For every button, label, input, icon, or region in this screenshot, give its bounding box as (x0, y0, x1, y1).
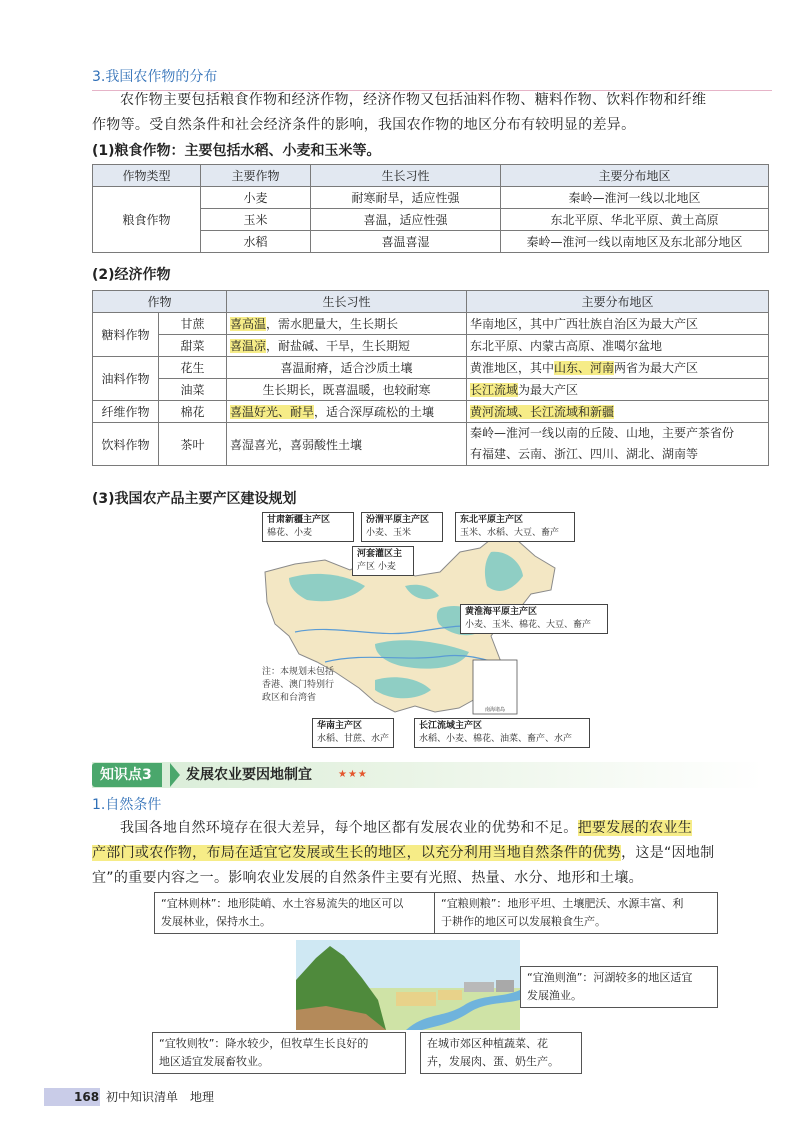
footer-title: 初中知识清单 地理 (106, 1090, 215, 1104)
page-number: 168 (74, 1090, 100, 1104)
intro-line-2: 作物等。受自然条件和社会经济条件的影响，我国农作物的地区分布有较明显的差异。 (92, 117, 636, 133)
header-cell: 作物类型 (93, 165, 201, 187)
note-line: 香港、澳门特别行 (262, 680, 335, 690)
text: 我国各地自然环境存在很大差异，每个地区都有发展农业的优势和不足。 (120, 820, 578, 836)
knowledge-point-badge: 知识点3 (92, 763, 162, 787)
callout-line: “宜林则林”：地形陡峭、水土容易流失的地区可以 (161, 897, 404, 910)
grain-crops-table (92, 164, 769, 253)
natural-line-3: 宜”的重要内容之一。影响农业发展的自然条件主要有光照、热量、水分、地形和土壤。 (92, 870, 643, 886)
table-cell: 耐寒耐旱，适应性强 (311, 187, 501, 209)
table-header-row (93, 291, 769, 313)
label-title: 华南主产区 (317, 721, 363, 731)
economic-crops-table (92, 290, 769, 466)
header-cell: 生长习性 (227, 291, 467, 313)
callout-line: 地区适宜发展畜牧业。 (159, 1055, 269, 1068)
text: 秦岭—淮河一线以南的丘陵、山地，主要产茶省份 (470, 426, 735, 440)
label-title: 黄淮海平原主产区 (465, 607, 538, 617)
note-line: 注：本规划未包括 (262, 667, 335, 677)
table-cell: 油菜 (159, 379, 227, 401)
callout-line: 在城市郊区种植蔬菜、花 (427, 1037, 548, 1050)
callout-pasture (152, 1032, 406, 1074)
label-title: 甘肃新疆主产区 (267, 515, 331, 525)
highlight: 喜温好光、耐旱 (230, 405, 315, 419)
map-label-gansu-xinjiang (262, 512, 354, 542)
label-title: 长江流域主产区 (419, 721, 483, 731)
table-cell: 喜温耐瘠，适合沙质土壤 (227, 357, 467, 379)
table-cell: 东北平原、华北平原、黄土高原 (501, 209, 769, 231)
highlight: 把要发展的农业生 (577, 820, 693, 836)
highlight: 长江流域 (470, 383, 519, 397)
callout-forestry (154, 892, 436, 934)
table-cell: 华南地区，其中广西壮族自治区为最大产区 (467, 313, 769, 335)
table-cell (227, 401, 467, 423)
table-cell (467, 379, 769, 401)
subsection-title: 1.自然条件 (92, 797, 162, 813)
label-items: 产区 小麦 (357, 562, 396, 572)
table-cell: 玉米 (201, 209, 311, 231)
callout-line: “宜牧则牧”：降水较少，但牧草生长良好的 (159, 1037, 369, 1050)
map-subheading: (3)我国农产品主要产区建设规划 (92, 491, 297, 507)
table-row (93, 335, 769, 357)
table-cell: 喜湿喜光，喜弱酸性土壤 (227, 423, 467, 466)
highlight: 产部门或农作物，布局在适宜它发展或生长的地区，以充分利用当地自然条件的优势 (92, 845, 622, 861)
header-cell: 主要分布地区 (467, 291, 769, 313)
label-items: 小麦、玉米 (366, 528, 412, 538)
group-cell: 油料作物 (93, 357, 159, 401)
map-label-fenwei (361, 512, 443, 542)
table-row (93, 357, 769, 379)
text: ，需水肥量大，生长期长 (266, 317, 399, 331)
table-cell: 喜温喜湿 (311, 231, 501, 253)
table-cell: 茶叶 (159, 423, 227, 466)
callout-line: 发展林业，保持水土。 (161, 915, 271, 928)
header-cell: 生长习性 (311, 165, 501, 187)
label-items: 水稻、小麦、棉花、油菜、畜产、水产 (419, 734, 573, 744)
table-cell (467, 357, 769, 379)
natural-line-1 (120, 816, 692, 841)
callout-fishery (520, 966, 718, 1008)
map-label-huanghuaihai (460, 604, 608, 634)
text: 为最大产区 (518, 383, 579, 397)
callout-line: “宜渔则渔”：河湖较多的地区适宜 (527, 971, 693, 984)
label-items: 玉米、水稻、大豆、畜产 (460, 528, 560, 538)
table-cell (227, 313, 467, 335)
table-cell (467, 401, 769, 423)
econ-subheading: (2)经济作物 (92, 267, 171, 283)
label-items: 棉花、小麦 (267, 528, 313, 538)
callout-line: 发展渔业。 (527, 989, 582, 1002)
highlight: 喜温凉 (230, 339, 267, 353)
inset-label: 南海诸岛 (484, 707, 506, 713)
map-label-dongbei (455, 512, 575, 542)
header-cell: 主要作物 (201, 165, 311, 187)
label-items: 水稻、甘蔗、水产 (317, 734, 390, 744)
highlight: 山东、河南 (554, 361, 615, 375)
group-cell: 纤维作物 (93, 401, 159, 423)
label-title: 东北平原主产区 (460, 515, 524, 525)
label-title: 汾渭平原主产区 (366, 515, 430, 525)
badge-arrow (170, 763, 180, 787)
table-header-row (93, 165, 769, 187)
table-cell: 秦岭—淮河一线以南地区及东北部分地区 (501, 231, 769, 253)
callout-line: 于耕作的地区可以发展粮食生产。 (441, 915, 606, 928)
highlight: 喜高温 (230, 317, 267, 331)
table-cell: 秦岭—淮河一线以北地区 (501, 187, 769, 209)
label-items: 小麦、玉米、棉花、大豆、畜产 (465, 620, 592, 630)
knowledge-point-title: 发展农业要因地制宜 (186, 767, 312, 783)
map-label-hetao (352, 546, 414, 576)
grain-subheading: (1)粮食作物：主要包括水稻、小麦和玉米等。 (92, 143, 381, 159)
table-cell: 东北平原、内蒙古高原、准噶尔盆地 (467, 335, 769, 357)
text: ，这是“因地制 (621, 845, 715, 861)
category-cell: 粮食作物 (93, 187, 201, 253)
map-label-huanan (312, 718, 394, 748)
table-cell (227, 335, 467, 357)
text: 两省为最大产区 (614, 361, 699, 375)
header-cell: 作物 (93, 291, 227, 313)
text: 有福建、云南、浙江、四川、湖北、湖南等 (470, 447, 699, 461)
callout-grain (434, 892, 718, 934)
table-row (93, 379, 769, 401)
table-cell: 喜温，适应性强 (311, 209, 501, 231)
importance-stars: ★★★ (338, 769, 368, 780)
text: ，耐盐碱、干旱，生长期短 (266, 339, 411, 353)
label-title: 河套灌区主 (357, 549, 403, 559)
callout-line: “宜粮则粮”：地形平坦、土壤肥沃、水源丰富、利 (441, 897, 684, 910)
table-cell (467, 423, 769, 466)
table-row (93, 423, 769, 466)
table-row (93, 187, 769, 209)
table-cell: 甜菜 (159, 335, 227, 357)
table-cell: 生长期长，既喜温暖，也较耐寒 (227, 379, 467, 401)
landscape-illustration (296, 940, 520, 1030)
south-china-sea-inset (473, 660, 517, 714)
table-cell: 甘蔗 (159, 313, 227, 335)
table-cell: 花生 (159, 357, 227, 379)
callout-suburb (420, 1032, 582, 1074)
header-cell: 主要分布地区 (501, 165, 769, 187)
text: 黄淮地区，其中 (470, 361, 555, 375)
callout-line: 卉，发展肉、蛋、奶生产。 (427, 1055, 559, 1068)
table-row (93, 401, 769, 423)
table-cell: 水稻 (201, 231, 311, 253)
table-cell: 棉花 (159, 401, 227, 423)
map-label-changjiang (414, 718, 590, 748)
natural-line-2 (92, 841, 714, 866)
section-title: 3.我国农作物的分布 (92, 69, 218, 85)
table-cell: 小麦 (201, 187, 311, 209)
group-cell: 糖料作物 (93, 313, 159, 357)
text: ，适合深厚疏松的土壤 (314, 405, 435, 419)
note-line: 政区和台湾省 (262, 693, 317, 703)
intro-line-1: 农作物主要包括粮食作物和经济作物，经济作物又包括油料作物、糖料作物、饮料作物和纤维 (120, 92, 707, 108)
table-row (93, 313, 769, 335)
map-note (262, 666, 334, 705)
group-cell: 饮料作物 (93, 423, 159, 466)
highlight: 黄河流域、长江流域和新疆 (470, 405, 615, 419)
